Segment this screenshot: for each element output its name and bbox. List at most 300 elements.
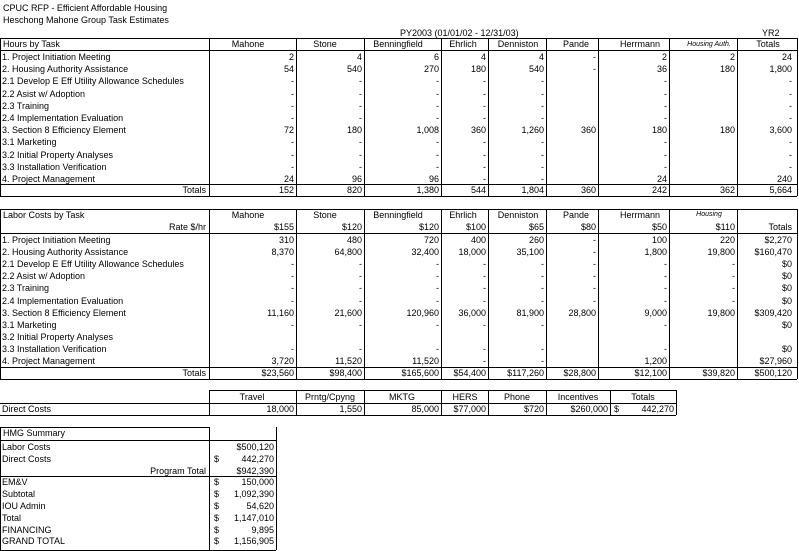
table-cell: 35,100 — [516, 247, 544, 258]
table-cell: 85,000 — [411, 404, 439, 414]
grid-line-v — [676, 390, 677, 415]
totals-label: Totals — [182, 185, 206, 195]
task-label: 2.4 Implementation Evaluation — [2, 113, 124, 123]
table-cell: $2,270 — [764, 235, 792, 245]
table-cell: 1,800 — [769, 64, 792, 75]
table-cell: 24 — [656, 174, 667, 184]
table-cell: - — [541, 343, 544, 354]
table-cell: - — [291, 149, 294, 160]
table-cell: - — [541, 271, 544, 282]
total-cell: $12,100 — [634, 368, 667, 378]
table-cell: - — [541, 149, 544, 160]
grid-line-v — [669, 209, 670, 379]
table-cell: - — [541, 319, 544, 330]
table-cell: 3,720 — [271, 356, 294, 366]
grid-line-v — [598, 209, 599, 379]
table-cell: - — [436, 283, 439, 294]
task-label: 2.1 Develop E Eff Utility Allowance Schedules — [2, 76, 184, 87]
table-cell: - — [664, 137, 667, 148]
table-cell: 28,800 — [568, 307, 596, 318]
table-cell: 180 — [346, 125, 362, 136]
grid-line-v — [276, 427, 277, 550]
table-cell: - — [291, 161, 294, 172]
grid-line-v — [296, 38, 297, 196]
table-cell: 360 — [580, 125, 596, 136]
total-cell: 242 — [651, 185, 667, 195]
column-header: Pande — [562, 210, 590, 220]
table-cell: 2 — [661, 52, 667, 62]
task-label: 2. Housing Authority Assistance — [2, 64, 129, 75]
column-header: MKTG — [389, 392, 415, 402]
table-cell: 36 — [656, 64, 667, 75]
summary-label: Program Total — [150, 465, 206, 476]
grid-line-v — [0, 209, 1, 379]
period-label: PY2003 (01/01/02 - 12/31/03) — [400, 28, 519, 38]
table-cell: - — [436, 88, 439, 99]
grid-line-v — [546, 209, 547, 379]
table-cell: $160,470 — [754, 247, 792, 258]
table-cell: 2 — [288, 52, 294, 62]
table-cell: 72 — [283, 125, 294, 136]
rate-cell: $120 — [341, 222, 362, 232]
table-cell: - — [664, 319, 667, 330]
table-cell: - — [359, 137, 362, 148]
table-cell: 720 — [423, 235, 439, 245]
grid-line-v — [364, 38, 365, 196]
table-cell: 11,520 — [335, 356, 362, 366]
grid-line-h — [209, 390, 676, 391]
column-header: HERS — [452, 392, 478, 402]
section-title: Labor Costs by Task — [3, 210, 85, 220]
table-cell: - — [359, 149, 362, 160]
task-label: 2.2 Asist w/ Adoption — [2, 271, 86, 282]
grid-line-v — [488, 38, 489, 196]
table-cell: - — [732, 283, 735, 294]
grid-line-v — [296, 390, 297, 415]
grid-line-h — [0, 476, 276, 477]
summary-value: 150,000 — [241, 477, 274, 488]
table-cell: - — [291, 295, 294, 306]
grid-line-v — [296, 209, 297, 379]
table-cell: 100 — [651, 235, 667, 245]
table-cell: 96 — [351, 174, 362, 184]
total-cell: 1,380 — [416, 185, 439, 195]
task-label: 2.2 Asist w/ Adoption — [2, 88, 86, 99]
summary-label: EM&V — [2, 477, 28, 488]
grid-line-v — [209, 209, 210, 379]
table-cell: 260 — [528, 235, 544, 245]
task-label: 3.1 Marketing — [2, 319, 57, 330]
column-header: Stone — [313, 39, 337, 49]
grid-line-h — [0, 415, 676, 416]
rate-cell: $50 — [651, 222, 667, 232]
table-cell: - — [664, 76, 667, 87]
rate-cell: $120 — [418, 222, 439, 232]
table-cell: 310 — [278, 235, 294, 245]
table-cell: - — [789, 161, 792, 172]
grid-line-v — [797, 38, 798, 196]
table-cell: 3,600 — [769, 125, 792, 136]
table-cell: - — [541, 161, 544, 172]
table-cell: 1,200 — [644, 356, 667, 366]
table-cell: - — [789, 88, 792, 99]
table-cell: 19,800 — [707, 247, 735, 258]
table-cell: - — [359, 295, 362, 306]
grid-line-v — [737, 38, 738, 196]
column-header: Herrmann — [619, 39, 660, 49]
dollar-sign: $ — [214, 453, 220, 464]
grid-line-v — [209, 427, 210, 550]
table-cell: 18,000 — [458, 247, 486, 258]
grid-line-h — [0, 184, 797, 185]
total-cell: $54,400 — [453, 368, 486, 378]
column-header: Stone — [313, 210, 337, 220]
table-cell: - — [541, 283, 544, 294]
total-cell: $28,800 — [563, 368, 596, 378]
total-cell: $23,560 — [261, 368, 294, 378]
table-cell: - — [541, 76, 544, 87]
table-cell: 220 — [719, 235, 735, 245]
summary-label: Labor Costs — [2, 442, 51, 452]
column-header: Travel — [239, 392, 265, 402]
table-cell: - — [541, 259, 544, 270]
table-cell: - — [291, 113, 294, 123]
task-label: 2. Housing Authority Assistance — [2, 247, 129, 258]
total-cell: $39,820 — [702, 368, 735, 378]
table-cell: 1,800 — [644, 247, 667, 258]
table-cell: - — [436, 343, 439, 354]
rate-cell: $100 — [465, 222, 486, 232]
table-cell: $0 — [781, 343, 792, 354]
grid-line-v — [209, 390, 210, 415]
table-cell: 24 — [781, 52, 792, 62]
table-cell: - — [436, 161, 439, 172]
table-cell: 96 — [428, 174, 439, 184]
column-header: Mahone — [231, 210, 265, 220]
table-cell: - — [483, 283, 486, 294]
table-cell: 360 — [470, 125, 486, 136]
table-cell: - — [359, 283, 362, 294]
task-label: 3.1 Marketing — [2, 137, 57, 148]
table-cell: 1,260 — [521, 125, 544, 136]
table-cell: - — [664, 271, 667, 282]
table-cell: - — [359, 319, 362, 330]
total-cell: 152 — [278, 185, 294, 195]
document-subtitle: Heschong Mahone Group Task Estimates — [3, 15, 169, 25]
total-cell: 5,664 — [769, 185, 792, 195]
task-label: 4. Project Management — [2, 174, 96, 184]
grid-line-h — [0, 196, 797, 197]
table-cell: $27,960 — [759, 356, 792, 366]
table-cell: - — [359, 259, 362, 270]
table-cell: - — [291, 88, 294, 99]
table-cell: 32,400 — [411, 247, 439, 258]
table-cell: 11,160 — [267, 307, 294, 318]
table-cell: 18,000 — [266, 404, 294, 414]
column-header: Denniston — [497, 210, 539, 220]
task-label: 3.3 Installation Verification — [2, 343, 107, 354]
table-cell: 64,800 — [334, 247, 362, 258]
task-label: 1. Project Initiation Meeting — [2, 235, 111, 245]
table-cell: 81,900 — [516, 307, 544, 318]
table-cell: - — [483, 76, 486, 87]
table-cell: - — [359, 88, 362, 99]
table-cell: 2 — [729, 52, 735, 62]
column-header: Prntg/Cpyng — [304, 392, 356, 402]
table-cell: - — [291, 271, 294, 282]
grid-line-h — [0, 233, 797, 234]
task-label: 3.2 Initial Property Analyses — [2, 149, 114, 160]
table-cell: - — [541, 174, 544, 184]
summary-label: IOU Admin — [2, 501, 46, 511]
table-cell: $0 — [781, 283, 792, 294]
grid-line-h — [0, 379, 797, 380]
summary-label: Subtotal — [2, 489, 36, 500]
grid-line-v — [488, 390, 489, 415]
table-cell: - — [664, 343, 667, 354]
table-cell: - — [593, 52, 596, 62]
table-cell: 4 — [356, 52, 362, 62]
table-cell: - — [593, 271, 596, 282]
table-cell: - — [436, 271, 439, 282]
dollar-sign: $ — [214, 501, 220, 511]
summary-value: 442,270 — [241, 453, 274, 464]
table-cell: 8,370 — [271, 247, 294, 258]
table-cell: - — [483, 343, 486, 354]
table-cell: 540 — [528, 64, 544, 75]
grid-line-v — [441, 390, 442, 415]
document-title: CPUC RFP - Efficient Affordable Housing — [3, 3, 168, 13]
dollar-sign: $ — [214, 524, 220, 535]
table-cell: - — [291, 283, 294, 294]
table-cell: - — [664, 100, 667, 111]
table-cell: - — [436, 137, 439, 148]
table-cell: 400 — [470, 235, 486, 245]
table-cell: $0 — [781, 295, 792, 306]
table-cell: - — [593, 259, 596, 270]
dollar-sign: $ — [614, 404, 620, 414]
table-cell: - — [483, 149, 486, 160]
grid-line-h — [0, 367, 797, 368]
table-cell: - — [436, 100, 439, 111]
table-cell: - — [483, 174, 486, 184]
summary-label: Direct Costs — [2, 453, 52, 464]
table-cell: - — [436, 259, 439, 270]
column-header: Totals — [756, 39, 780, 49]
table-cell: - — [664, 295, 667, 306]
table-cell: - — [664, 161, 667, 172]
yr2-label: YR2 — [762, 28, 780, 38]
totals-label: Totals — [182, 368, 206, 378]
table-cell: - — [291, 319, 294, 330]
table-cell: 4 — [480, 52, 486, 62]
table-cell: $260,000 — [570, 404, 608, 414]
grid-line-v — [610, 390, 611, 415]
grid-line-v — [0, 427, 1, 550]
task-label: 1. Project Initiation Meeting — [2, 52, 111, 62]
grid-line-v — [546, 390, 547, 415]
table-cell: 1,550 — [339, 404, 362, 414]
table-cell: 54 — [283, 64, 294, 75]
rate-cell: $80 — [580, 222, 596, 232]
table-cell: - — [593, 235, 596, 245]
column-header: Benningfield — [373, 39, 423, 49]
table-cell: - — [436, 295, 439, 306]
table-cell: 180 — [651, 125, 667, 136]
table-cell: - — [789, 137, 792, 148]
column-header: Denniston — [497, 39, 539, 49]
table-cell: - — [541, 137, 544, 148]
task-label: 3. Section 8 Efficiency Element — [2, 307, 126, 318]
column-header: Housing — [696, 211, 722, 218]
total-cell: $165,600 — [401, 368, 439, 378]
table-cell: 9,000 — [644, 307, 667, 318]
table-cell: - — [359, 271, 362, 282]
table-cell: - — [593, 295, 596, 306]
summary-value: $500,120 — [236, 442, 274, 452]
table-cell: - — [483, 259, 486, 270]
table-cell: $720 — [523, 404, 544, 414]
column-header: Herrmann — [619, 210, 660, 220]
column-header: Totals — [631, 392, 655, 402]
table-cell: $309,420 — [754, 307, 792, 318]
table-cell: 240 — [776, 174, 792, 184]
section-title: HMG Summary — [3, 428, 66, 438]
column-header: Pande — [562, 39, 590, 49]
summary-value: $942,390 — [236, 465, 274, 476]
table-cell: - — [541, 356, 544, 366]
table-cell: - — [291, 76, 294, 87]
summary-value: 1,092,390 — [233, 489, 274, 500]
table-cell: - — [359, 76, 362, 87]
task-label: 2.4 Implementation Evaluation — [2, 295, 124, 306]
summary-value: 1,147,010 — [233, 512, 274, 523]
table-cell: - — [732, 271, 735, 282]
task-label: 2.3 Training — [2, 283, 50, 294]
table-cell: $0 — [781, 271, 792, 282]
table-cell: 1,008 — [416, 125, 439, 136]
table-cell: 4 — [538, 52, 544, 62]
table-cell: 180 — [719, 64, 735, 75]
grid-line-h — [0, 440, 276, 441]
summary-value: 9,895 — [251, 524, 274, 535]
grid-line-v — [546, 38, 547, 196]
table-cell: 6 — [433, 52, 439, 62]
summary-label: GRAND TOTAL — [2, 536, 66, 547]
table-cell: - — [664, 88, 667, 99]
table-cell: 180 — [719, 125, 735, 136]
table-cell: 24 — [283, 174, 294, 184]
table-cell: $77,000 — [453, 404, 486, 414]
grid-line-v — [737, 209, 738, 379]
table-cell: - — [483, 295, 486, 306]
table-cell: 180 — [470, 64, 486, 75]
table-cell: - — [593, 64, 596, 75]
summary-value: 54,620 — [246, 501, 274, 511]
table-cell: - — [291, 137, 294, 148]
table-cell: $0 — [781, 259, 792, 270]
column-header: Benningfield — [373, 210, 423, 220]
grid-line-v — [797, 209, 798, 379]
total-cell: $98,400 — [329, 368, 362, 378]
table-cell: - — [359, 343, 362, 354]
dollar-sign: $ — [214, 477, 220, 488]
table-cell: $0 — [781, 319, 792, 330]
table-cell: - — [541, 113, 544, 123]
dollar-sign: $ — [214, 489, 220, 500]
section-title: Hours by Task — [3, 39, 60, 49]
table-cell: - — [291, 259, 294, 270]
table-cell: - — [483, 161, 486, 172]
grid-line-v — [364, 390, 365, 415]
total-cell: 360 — [580, 185, 596, 195]
table-cell: - — [359, 113, 362, 123]
rate-cell: Totals — [768, 222, 792, 232]
summary-label: FINANCING — [2, 524, 52, 535]
total-cell: 1,804 — [521, 185, 544, 195]
column-header: Phone — [503, 392, 531, 402]
table-cell: - — [664, 113, 667, 123]
table-cell: - — [789, 149, 792, 160]
table-cell: - — [436, 113, 439, 123]
table-cell: - — [483, 113, 486, 123]
summary-value: 1,156,905 — [233, 536, 274, 547]
grid-line-h — [0, 50, 797, 51]
table-cell: - — [483, 88, 486, 99]
column-header: Mahone — [231, 39, 265, 49]
table-cell: - — [483, 271, 486, 282]
table-cell: - — [732, 259, 735, 270]
table-cell: - — [483, 319, 486, 330]
column-header: Ehrlich — [449, 210, 477, 220]
table-cell: 120,960 — [406, 307, 439, 318]
rate-label: Rate $/hr — [168, 222, 206, 232]
table-cell: - — [664, 259, 667, 270]
grid-line-v — [0, 38, 1, 196]
table-cell: - — [291, 100, 294, 111]
table-cell: - — [291, 343, 294, 354]
table-cell: 36,000 — [458, 307, 486, 318]
column-header: Incentives — [557, 392, 599, 402]
total-cell: 544 — [470, 185, 486, 195]
grid-line-v — [364, 209, 365, 379]
table-cell: 11,520 — [412, 356, 439, 366]
table-cell: 480 — [346, 235, 362, 245]
table-cell: - — [483, 100, 486, 111]
total-cell: $500,120 — [754, 368, 792, 378]
table-cell: - — [359, 161, 362, 172]
table-cell: - — [436, 76, 439, 87]
grid-line-v — [669, 38, 670, 196]
task-label: 3. Section 8 Efficiency Element — [2, 125, 126, 136]
total-cell: 820 — [346, 185, 362, 195]
table-cell: - — [541, 100, 544, 111]
table-cell: - — [789, 100, 792, 111]
rate-cell: $110 — [715, 222, 735, 232]
table-cell: 270 — [423, 64, 439, 75]
grid-line-v — [441, 209, 442, 379]
table-cell: - — [541, 88, 544, 99]
grid-line-v — [598, 38, 599, 196]
total-cell: 362 — [719, 185, 735, 195]
dollar-sign: $ — [214, 512, 220, 523]
total-cell: $117,260 — [507, 368, 544, 378]
table-cell: - — [664, 149, 667, 160]
table-cell: - — [732, 295, 735, 306]
table-cell: 442,270 — [641, 404, 674, 414]
task-label: 2.3 Training — [2, 100, 50, 111]
grid-line-v — [209, 38, 210, 196]
